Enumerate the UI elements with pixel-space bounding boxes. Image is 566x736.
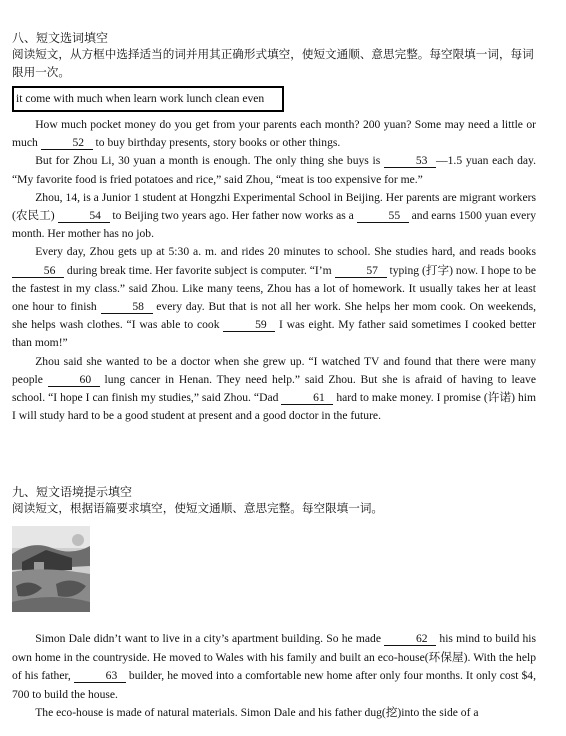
paragraph-text: Every day, Zhou gets up at 5:30 a. m. and rides 20 minutes to school. She studies hard, and reads books bbox=[35, 245, 536, 259]
section-9-heading: 九、短文语境提示填空 bbox=[12, 485, 133, 499]
paragraph-text: lung cancer in Henan. They need help.” said Zhou. But she is afraid of having to leave school. “I hope I can finish my studies,” said Zhou. “Dad bbox=[12, 372, 536, 405]
blank-62[interactable]: 62 bbox=[384, 632, 436, 646]
paragraph-1 bbox=[12, 116, 536, 152]
section-9-instruction: 阅读短文，根据语篇要求填空，使短文通顺、意思完整。每空限填一词。 bbox=[12, 502, 384, 515]
blank-60[interactable]: 60 bbox=[48, 373, 100, 387]
blank-59[interactable]: 59 bbox=[223, 318, 275, 332]
blank-58[interactable]: 58 bbox=[101, 300, 153, 314]
section-9 bbox=[12, 484, 536, 723]
paragraph-9-2: The eco-house is made of natural materials. Simon Dale and his father dug(挖)into the side of a bbox=[35, 706, 479, 720]
paragraph-2 bbox=[12, 152, 536, 188]
paragraph-9-1 bbox=[12, 630, 536, 704]
section-8-heading: 八、短文选词填空 bbox=[12, 31, 109, 45]
paragraph-text: Zhou said she wanted to be a doctor when she grew up. “I watched TV and found that there were many people bbox=[12, 354, 536, 386]
paragraph-text: How much pocket money do you get from your parents each month? 200 yuan? Some may need a little or much bbox=[12, 118, 536, 150]
paragraph-text: and earns 1500 yuan every month. Her mother has no job. bbox=[12, 209, 536, 241]
blank-55[interactable]: 55 bbox=[357, 209, 409, 223]
word-box: it come with much when learn work lunch clean even bbox=[12, 86, 284, 112]
paragraph-text: to buy birthday presents, story books or other things. bbox=[92, 136, 341, 150]
paragraph-text: his mind to build his own home in the countryside. He moved to Wales with his family and built an eco-house(环保屋). With the help of his father, bbox=[12, 632, 536, 683]
paragraph-4 bbox=[12, 243, 536, 352]
paragraph-text: Simon Dale didn’t want to live in a city’s apartment building. So he made bbox=[35, 632, 385, 645]
blank-52[interactable]: 52 bbox=[41, 136, 93, 150]
eco-house-photo bbox=[12, 526, 90, 612]
paragraph-text: during break time. Her favorite subject is computer. “I’m bbox=[64, 263, 335, 277]
paragraph-text: I was eight. My father said sometimes I cooked better than mom!” bbox=[12, 318, 536, 350]
blank-56[interactable]: 56 bbox=[12, 264, 64, 278]
paragraph-text: But for Zhou Li, 30 yuan a month is enough. The only thing she buys is bbox=[35, 154, 385, 168]
paragraph-text: Zhou, 14, is a Junior 1 student at Hongzhi Experimental School in Beijing. Her parents are migrant workers (农民工) bbox=[12, 190, 536, 223]
blank-61[interactable]: 61 bbox=[281, 391, 333, 405]
section-8 bbox=[12, 30, 536, 425]
paragraph-3 bbox=[12, 189, 536, 244]
paragraph-text: —1.5 yuan each day. “My favorite food is fried potatoes and rice,” said Zhou, “meat is too expensive for me.” bbox=[12, 154, 536, 186]
section-8-instruction: 阅读短文，从方框中选择适当的词并用其正确形式填空，使短文通顺、意思完整。每空限填一词，每词限用一次。 bbox=[12, 48, 534, 79]
paragraph-text: typing (打字) now. I hope to be the fastest in my class.” said Zhou. Like many teens, Zhou has a lot of homework. It usually takes her at least one hour to finish bbox=[12, 263, 536, 314]
paragraph-text: hard to make money. I promise (许诺) him I will study hard to be a good student at present and a good doctor in the future. bbox=[12, 391, 536, 423]
blank-54[interactable]: 54 bbox=[58, 209, 110, 223]
blank-53[interactable]: 53 bbox=[384, 154, 436, 168]
paragraph-5 bbox=[12, 353, 536, 426]
paragraph-text: to Beijing two years ago. Her father now works as a bbox=[109, 209, 357, 223]
paragraph-text: builder, he moved into a comfortable new home after only four months. It only cost $4, 700 to build the house. bbox=[12, 669, 536, 701]
paragraph-text: every day. But that is not all her work. She helps her mom cook. On weekends, she helps wash clothes. “I was able to cook bbox=[12, 300, 537, 332]
blank-57[interactable]: 57 bbox=[335, 264, 387, 278]
blank-63[interactable]: 63 bbox=[74, 669, 126, 683]
